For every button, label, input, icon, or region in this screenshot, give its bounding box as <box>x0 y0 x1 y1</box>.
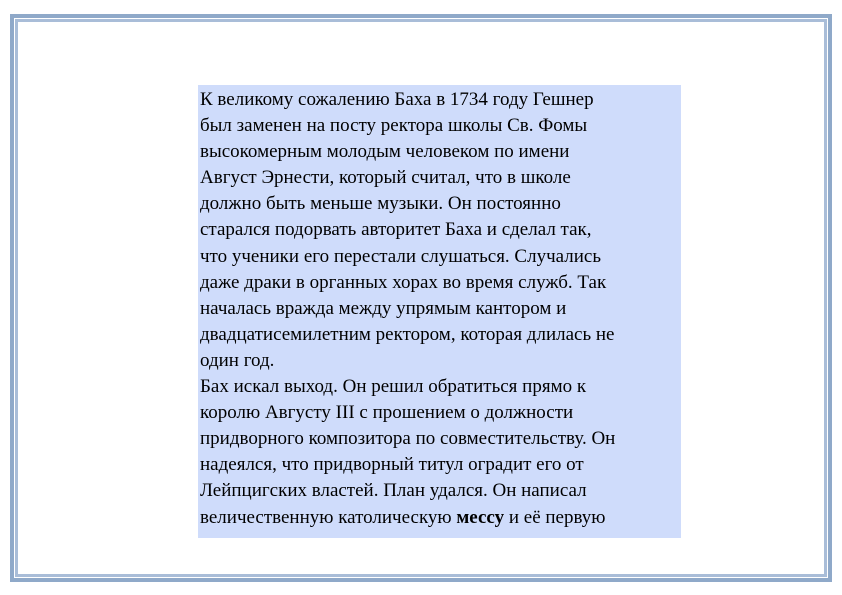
text-line: придворного композитора по совместительству. Он <box>200 428 616 450</box>
text-fragment: и её первую <box>504 506 606 528</box>
text-line: один год. <box>200 349 275 371</box>
text-line: даже драки в органных хорах во время служб. Так <box>200 271 607 293</box>
paragraph-2 <box>200 374 681 531</box>
text-line: королю Августу III с прошением о должности <box>200 402 574 424</box>
bold-word-mass: мессу <box>456 506 505 528</box>
text-fragment: величественную католическую <box>200 506 457 528</box>
text-line: Лейпцигских властей. План удался. Он написал <box>200 480 587 502</box>
text-line: был заменен на посту ректора школы Св. Фомы <box>200 115 588 137</box>
paragraph-1 <box>200 87 681 374</box>
text-line: должно быть меньше музыки. Он постоянно <box>200 193 561 215</box>
text-line: что ученики его перестали слушаться. Случались <box>200 245 601 267</box>
text-line: надеялся, что придворный титул оградит его от <box>200 454 584 476</box>
text-line: двадцатисемилетним ректором, которая длилась не <box>200 323 615 345</box>
text-line: Август Эрнести, который считал, что в школе <box>200 167 571 189</box>
text-line: Бах искал выход. Он решил обратиться прямо к <box>200 376 587 398</box>
text-line: началась вражда между упрямым кантором и <box>200 297 567 319</box>
text-line: старался подорвать авторитет Баха и сделал так, <box>200 219 592 241</box>
text-line: высокомерным молодым человеком по имени <box>200 141 570 163</box>
text-box <box>198 85 681 538</box>
text-line-with-bold <box>200 505 681 531</box>
text-line: К великому сожалению Баха в 1734 году Гешнер <box>200 89 594 110</box>
